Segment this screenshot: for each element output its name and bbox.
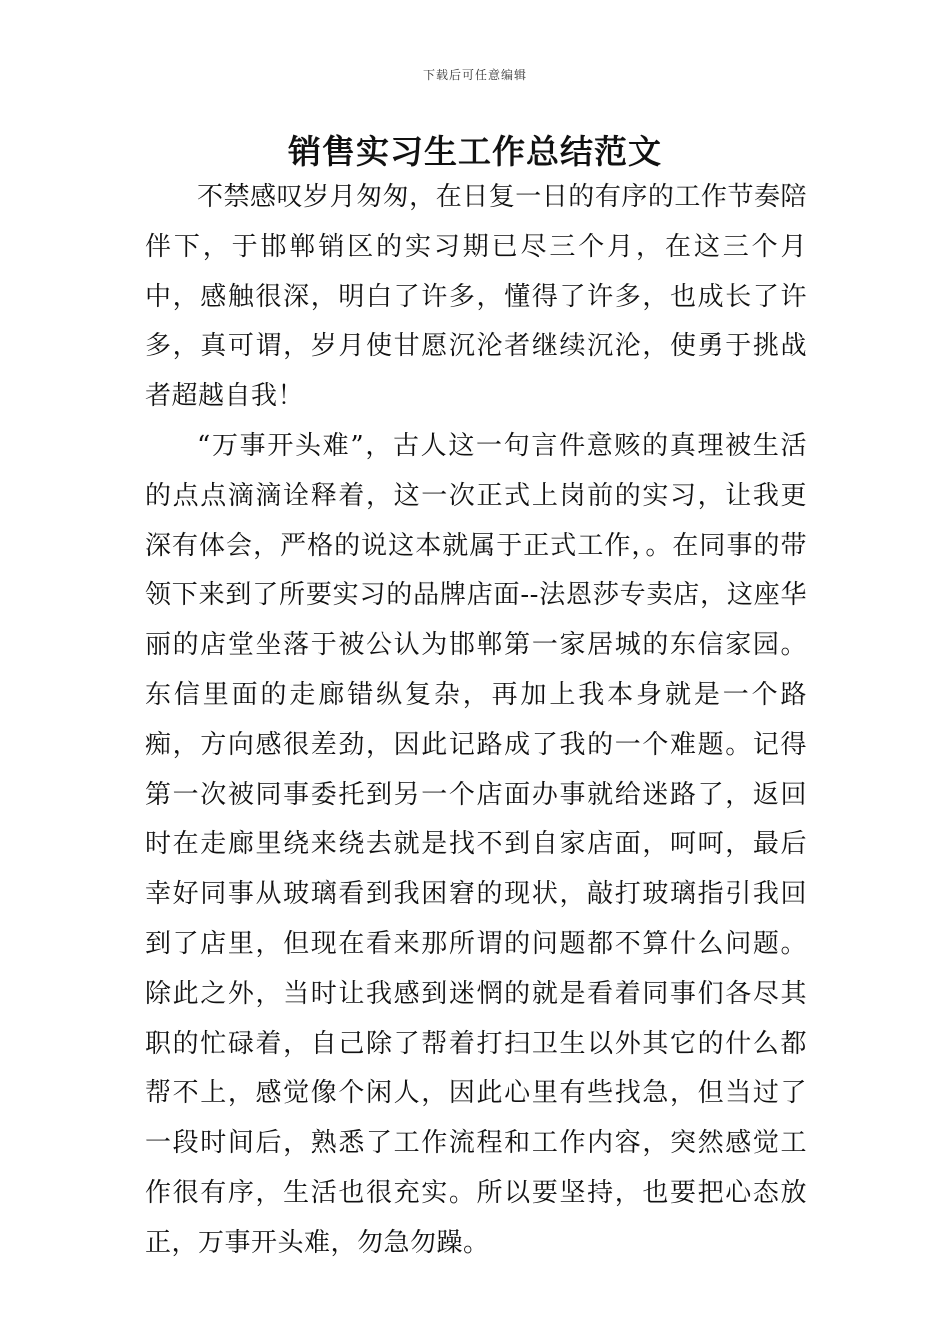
document-title: 销售实习生工作总结范文 (288, 132, 662, 171)
paragraph-2: “万事开头难”，古人这一句言件意赅的真理被生活的点点滴滴诠释着，这一次正式上岗前的实习，让我更深有体会，严格的说这本就属于正式工作，。在同事的带领下来到了所要实习的品牌店面--法恩莎专卖店，这座华丽的店堂坐落于被公认为邯郸第一家居城的东信家园。东信里面的走廊错纵复杂，再加上我本身就是一个路痴，方向感很差劲，因此记路成了我的一个难题。记得第一次被同事委托到另一个店面办事就给迷路了，返回时在走廊里绕来绕去就是找不到自家店面，呵呵，最后幸好同事从玻璃看到我困窘的现状，敲打玻璃指引我回到了店里，但现在看来那所谓的问题都不算什么问题。除此之外，当时让我感到迷惘的就是看着同事们各尽其职的忙碌着，自己除了帮着打扫卫生以外其它的什么都帮不上，感觉像个闲人，因此心里有些找急，但当过了一段时间后，熟悉了工作流程和工作内容，突然感觉工作很有序，生活也很充实。所以要坚持，也要把心态放正，万事开头难，勿急勿躁。 (145, 430, 807, 1258)
paragraph-1: 不禁感叹岁月匆匆，在日复一日的有序的工作节奏陪伴下，于邯郸销区的实习期已尽三个月，在这三个月中，感触很深，明白了许多，懂得了许多，也成长了许多，真可谓，岁月使甘愿沉沦者继续沉沦，使勇于挑战者超越自我！ (145, 182, 807, 412)
document-body (145, 173, 807, 1269)
header-note: 下载后可任意编辑 (422, 68, 527, 82)
